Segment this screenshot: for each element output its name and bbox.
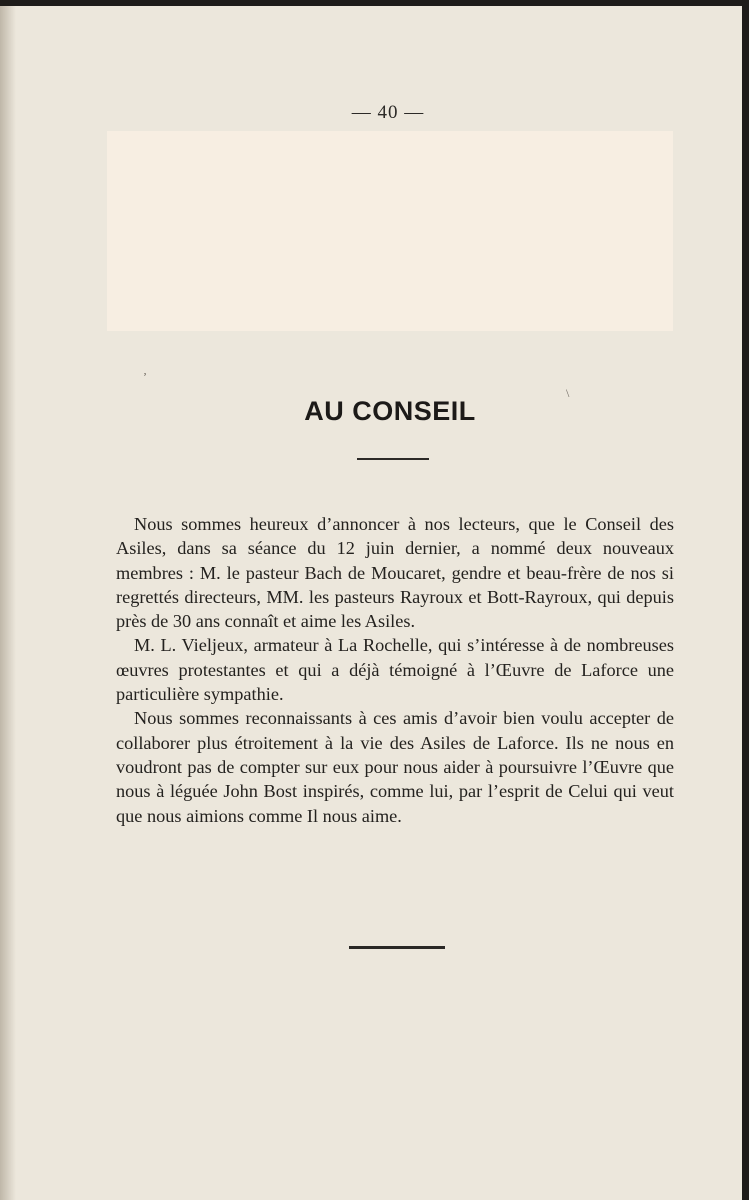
speck-mark: ʼ <box>143 370 147 384</box>
document-page <box>0 6 742 1200</box>
page-binding-shadow <box>0 6 16 1200</box>
page-number: — 40 — <box>351 102 425 123</box>
paragraph: M. L. Vieljeux, armateur à La Rochelle, qui s’intéresse à de nombreuses œuvres protestantes et qui a déjà témoigné à l’Œuvre de Laforce une particulière sympathie. <box>116 635 674 705</box>
article-body <box>116 512 674 828</box>
closing-rule <box>349 946 445 949</box>
blank-redacted-area <box>107 131 673 331</box>
paragraph: Nous sommes heureux d’annoncer à nos lecteurs, que le Conseil des Asiles, dans sa séance du 12 juin dernier, a nommé deux nouveaux membres : M. le pasteur Bach de Moucaret, gendre et beau-frère de nos si regrettés directeurs, MM. les pasteurs Rayroux et Bott-Rayroux, qui depuis près de 30 ans connaît et aime les Asiles. <box>116 514 674 632</box>
paragraph: Nous sommes reconnaissants à ces amis d’avoir bien voulu accepter de collaborer plus étroitement à la vie des Asiles de Laforce. Ils ne nous en voudront pas de compter sur eux pour nous aider à poursuivre l’Œuvre que nous à léguée John Bost inspirés, comme lui, par l’esprit de Celui qui veut que nous aimions comme Il nous aime. <box>116 708 674 826</box>
speck-mark: \ <box>566 386 570 400</box>
title-underline-rule <box>357 458 429 460</box>
section-title: AU CONSEIL <box>304 396 476 426</box>
